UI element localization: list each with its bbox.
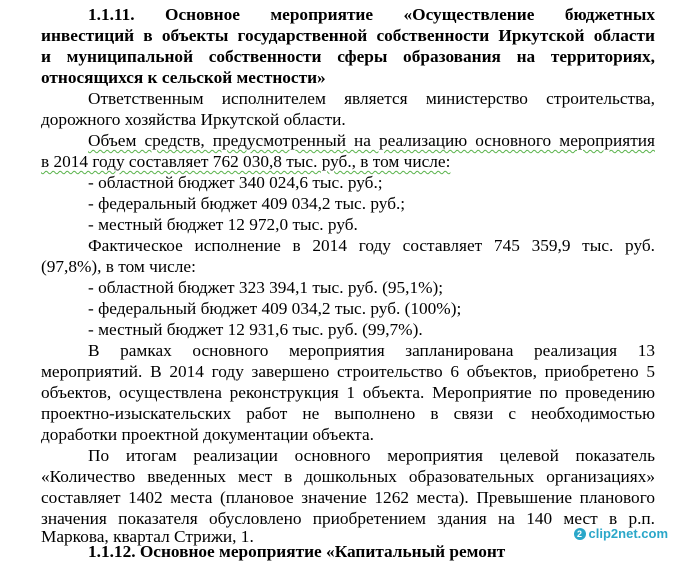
budget-actual-federal: - федеральный бюджет 409 034,2 тыс. руб. (100%);: [88, 299, 462, 318]
budget-plan-federal: - федеральный бюджет 409 034,2 тыс. руб.;: [88, 194, 406, 213]
paragraph-activities-line-1: В рамках основного мероприятия запланирована реализация 13: [88, 341, 655, 360]
paragraph-results-line-2: «Количество введенных мест в дошкольных образовательных организациях»: [41, 467, 655, 486]
paragraph-results-line-4: значения показателя обусловлено приобретением здания на 140 мест в р.п.: [41, 509, 655, 528]
budget-actual-regional: - областной бюджет 323 394,1 тыс. руб. (95,1%);: [88, 278, 444, 297]
budget-plan-local: - местный бюджет 12 972,0 тыс. руб.: [88, 215, 358, 234]
paragraph-funds-line-2-text: в 2014 году составляет 762 030,8 тыс. руб., в том числе:: [41, 152, 451, 171]
section-heading-line-1: 1.1.11. Основное мероприятие «Осуществление бюджетных: [88, 5, 655, 24]
clip2net-logo-icon: 2: [574, 528, 586, 540]
paragraph-results-line-1: По итогам реализации основного мероприятия целевой показатель: [88, 446, 655, 465]
next-section-heading: 1.1.12. Основное мероприятие «Капитальный ремонт: [88, 542, 506, 561]
paragraph-activities-line-5: доработки проектной документации объекта.: [41, 425, 374, 444]
paragraph-activities-line-3: объектов, осуществлена реконструкция 1 объекта. Мероприятие по проведению: [41, 383, 655, 402]
paragraph-results-line-3: составляет 1402 места (плановое значение 1262 места). Превышение планового: [41, 488, 655, 507]
clip2net-watermark: [574, 526, 668, 541]
budget-plan-regional: - областной бюджет 340 024,6 тыс. руб.;: [88, 173, 383, 192]
section-heading-line-2: инвестиций в объекты государственной собственности Иркутской области: [41, 26, 655, 45]
paragraph-executor-line-1: Ответственным исполнителем является министерство строительства,: [88, 89, 655, 108]
paragraph-funds-line-2: [41, 151, 655, 172]
paragraph-actual-line-2: (97,8%), в том числе:: [41, 257, 196, 276]
paragraph-actual-line-1: Фактическое исполнение в 2014 году составляет 745 359,9 тыс. руб.: [88, 236, 655, 255]
section-heading-line-3: и муниципальной собственности сферы образования на территориях,: [41, 47, 655, 66]
section-heading-line-4: относящихся к сельской местности»: [41, 68, 326, 87]
paragraph-results-line-5: Маркова, квартал Стрижи, 1.: [41, 527, 254, 546]
paragraph-funds-line-1: Объем средств, предусмотренный на реализацию основного мероприятия: [88, 131, 655, 150]
watermark-text: clip2net.com: [588, 526, 668, 541]
budget-actual-local: - местный бюджет 12 931,6 тыс. руб. (99,7%).: [88, 320, 423, 339]
paragraph-activities-line-2: мероприятий. В 2014 году завершено строительство 6 объектов, приобретено 5: [41, 362, 655, 381]
paragraph-activities-line-4: проектно-изыскательских работ не выполнено в связи с необходимостью: [41, 404, 655, 423]
paragraph-executor-line-2: дорожного хозяйства Иркутской области.: [41, 110, 346, 129]
